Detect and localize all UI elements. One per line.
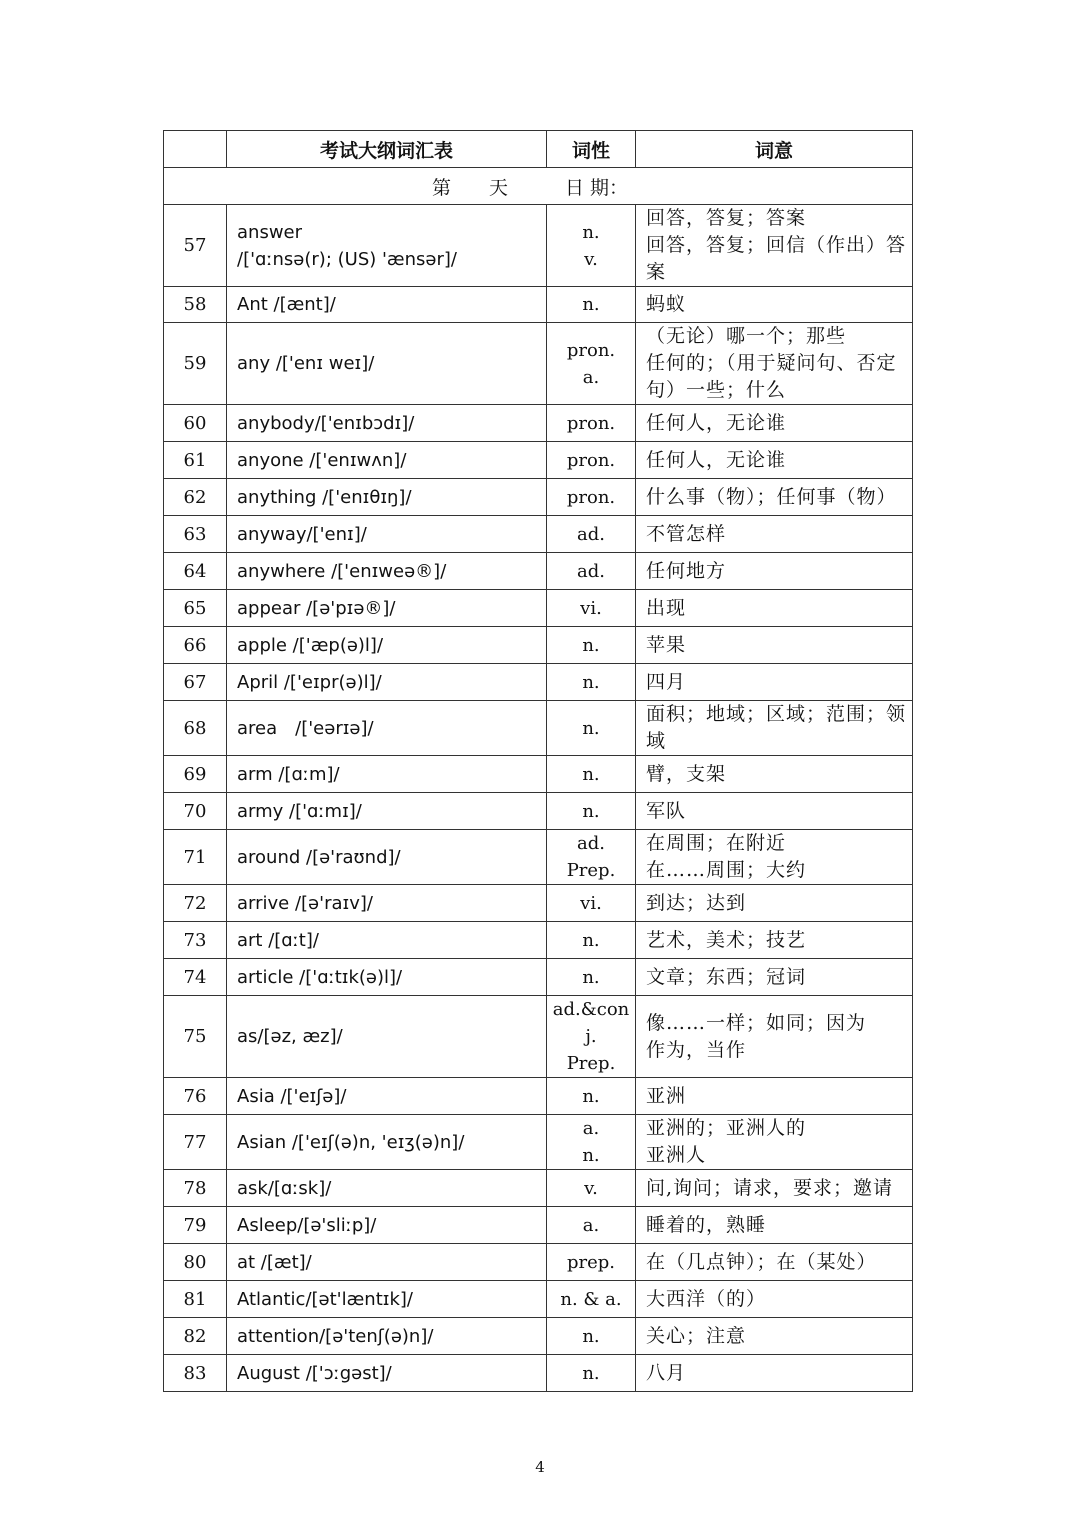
entry-meaning-cell (636, 1281, 913, 1318)
day-date-cell (164, 168, 913, 205)
entry-meaning-cell (636, 590, 913, 627)
entry-word-cell (227, 756, 547, 793)
entry-meaning-cell (636, 664, 913, 701)
entry-word: Asia /['eɪʃə]/ (237, 1085, 347, 1107)
entry-pos-cell (547, 664, 636, 701)
entry-word-cell (227, 959, 547, 996)
entry-word: article /['ɑːtɪk(ə)l]/ (237, 966, 403, 988)
entry-meaning: 在……周围；大约 (646, 859, 807, 881)
entry-part-of-speech: n. (582, 1145, 600, 1166)
entry-meaning: 问,询问；请求，要求；邀请 (646, 1176, 894, 1199)
table-row (164, 996, 913, 1078)
entry-word: April /['eɪpr(ə)l]/ (237, 671, 382, 693)
entry-number: 64 (164, 553, 227, 590)
entry-meaning: 臂，支架 (646, 762, 727, 785)
entry-word-cell (227, 1281, 547, 1318)
entry-word-cell (227, 287, 547, 323)
entry-part-of-speech: v. (584, 248, 598, 270)
entry-meaning-cell (636, 205, 913, 287)
entry-meaning: 蚂蚁 (646, 293, 687, 315)
table-row (164, 1281, 913, 1318)
entry-word-cell (227, 1170, 547, 1207)
table-row (164, 1115, 913, 1170)
table-row (164, 590, 913, 627)
entry-part-of-speech: n. & a. (560, 1288, 622, 1310)
table-row (164, 627, 913, 664)
entry-part-of-speech: Prep. (566, 1053, 616, 1074)
entry-meaning-cell (636, 323, 913, 405)
entry-pos-cell (547, 1355, 636, 1392)
entry-part-of-speech: vi. (580, 597, 602, 619)
entry-meaning-cell (636, 1355, 913, 1392)
entry-word-cell (227, 701, 547, 756)
entry-meaning: 苹果 (646, 633, 687, 656)
entry-word-cell (227, 885, 547, 922)
entry-meaning: 亚洲的；亚洲人的 (646, 1117, 807, 1139)
entry-meaning-cell (636, 553, 913, 590)
entry-word-cell (227, 323, 547, 405)
entry-word-cell (227, 516, 547, 553)
entry-number: 62 (164, 479, 227, 516)
entry-word-cell (227, 590, 547, 627)
entry-word: anything /['enɪθɪŋ]/ (237, 486, 412, 508)
table-row (164, 205, 913, 287)
entry-meaning: 不管怎样 (646, 522, 727, 545)
header-row (164, 131, 913, 168)
entry-word-cell (227, 405, 547, 442)
header-pos-cell (547, 131, 636, 168)
page-number: 4 (535, 1458, 545, 1476)
entry-meaning-cell (636, 1170, 913, 1207)
entry-word: art /[ɑːt]/ (237, 929, 319, 951)
entry-number: 82 (164, 1318, 227, 1355)
entry-word: /['ɑːnsə(r); (US) 'ænsər]/ (237, 248, 457, 270)
entry-pos-cell (547, 323, 636, 405)
entry-number: 78 (164, 1170, 227, 1207)
table-row (164, 830, 913, 885)
entry-pos-cell (547, 1281, 636, 1318)
entry-number: 65 (164, 590, 227, 627)
entry-word-cell (227, 1244, 547, 1281)
entry-pos-cell (547, 553, 636, 590)
entry-word: Ant /[ænt]/ (237, 294, 336, 315)
entry-part-of-speech: ad. (577, 523, 605, 545)
entry-word: arrive /[ə'raɪv]/ (237, 892, 373, 914)
entry-meaning: 亚洲 (646, 1084, 687, 1107)
table-row (164, 1078, 913, 1115)
entry-word-cell (227, 1115, 547, 1170)
entry-number: 79 (164, 1207, 227, 1244)
entry-meaning: 面积；地域；区域；范围；领 (646, 703, 907, 725)
entry-word: August /['ɔːgəst]/ (237, 1362, 392, 1384)
entry-pos-cell (547, 405, 636, 442)
entry-meaning-cell (636, 830, 913, 885)
entry-meaning-cell (636, 1244, 913, 1281)
entry-meaning-cell (636, 405, 913, 442)
entry-number: 73 (164, 922, 227, 959)
entry-number: 66 (164, 627, 227, 664)
entry-word-cell (227, 1318, 547, 1355)
entry-pos-cell (547, 1078, 636, 1115)
entry-meaning: 像……一样；如同；因为 (646, 1011, 867, 1034)
entry-word-cell (227, 793, 547, 830)
entry-number: 74 (164, 959, 227, 996)
table-row (164, 1244, 913, 1281)
entry-word: apple /['æp(ə)l]/ (237, 634, 384, 656)
header-number-cell (164, 131, 227, 168)
entry-word: anyway/['enɪ]/ (237, 523, 367, 545)
header-word-cell (227, 131, 547, 168)
entry-pos-cell (547, 516, 636, 553)
entry-word: Atlantic/[ət'læntɪk]/ (237, 1288, 413, 1310)
entry-number: 71 (164, 830, 227, 885)
entry-part-of-speech: n. (582, 966, 600, 988)
entry-part-of-speech: pron. (566, 412, 616, 434)
entry-part-of-speech: ad.&con (552, 999, 630, 1020)
entry-word: ask/[ɑːsk]/ (237, 1177, 332, 1199)
entry-pos-cell (547, 1170, 636, 1207)
entry-part-of-speech: n. (582, 634, 600, 656)
entry-meaning: 回答，答复；答案 (646, 207, 807, 229)
entry-word-cell (227, 922, 547, 959)
entry-word: arm /[ɑːm]/ (237, 763, 340, 785)
entry-pos-cell (547, 1318, 636, 1355)
entry-meaning-cell (636, 793, 913, 830)
entry-meaning-cell (636, 516, 913, 553)
table-row (164, 756, 913, 793)
entry-number: 68 (164, 701, 227, 756)
entry-meaning: （无论）哪一个；那些 (646, 325, 847, 347)
entry-meaning: 大西洋（的） (646, 1287, 767, 1310)
header-meaning-label: 词意 (754, 139, 793, 162)
entry-meaning-cell (636, 287, 913, 323)
entry-word: as/[əz, æz]/ (237, 1026, 343, 1047)
entry-meaning: 四月 (646, 670, 687, 693)
entry-part-of-speech: n. (582, 294, 600, 315)
entry-pos-cell (547, 756, 636, 793)
entry-word: army /['ɑːmɪ]/ (237, 800, 362, 822)
table-row (164, 479, 913, 516)
table-row (164, 287, 913, 323)
entry-meaning: 军队 (646, 799, 687, 822)
entry-meaning: 关心；注意 (646, 1324, 747, 1347)
table-row (164, 1355, 913, 1392)
entry-part-of-speech: n. (582, 221, 600, 243)
entry-meaning: 在周围；在附近 (646, 832, 787, 854)
entry-meaning: 任何人，无论谁 (646, 448, 787, 471)
entry-part-of-speech: pron. (566, 486, 616, 508)
entry-word-cell (227, 1355, 547, 1392)
entry-word-cell (227, 1078, 547, 1115)
entry-word-cell (227, 553, 547, 590)
table-row (164, 959, 913, 996)
entry-meaning: 域 (646, 730, 667, 752)
entry-meaning: 睡着的，熟睡 (646, 1213, 767, 1236)
table-row (164, 1318, 913, 1355)
entry-word-cell (227, 627, 547, 664)
table-row (164, 405, 913, 442)
entry-word: anyone /['enɪwʌn]/ (237, 449, 407, 471)
entry-pos-cell (547, 627, 636, 664)
entry-number: 76 (164, 1078, 227, 1115)
table-row (164, 553, 913, 590)
entry-word: answer (237, 221, 303, 243)
entry-meaning-cell (636, 1318, 913, 1355)
entry-part-of-speech: pron. (566, 339, 616, 361)
entry-meaning-cell (636, 627, 913, 664)
entry-word: anywhere /['enɪweə®]/ (237, 560, 447, 582)
entry-number: 80 (164, 1244, 227, 1281)
entry-part-of-speech: n. (582, 800, 600, 822)
entry-word: around /[ə'raʊnd]/ (237, 846, 401, 868)
entry-meaning: 回答，答复；回信（作出）答 (646, 234, 907, 256)
entry-number: 69 (164, 756, 227, 793)
entry-meaning: 八月 (646, 1361, 687, 1384)
table-row (164, 1170, 913, 1207)
entry-word: Asian /['eɪʃ(ə)n, 'eɪʒ(ə)n]/ (237, 1131, 465, 1153)
table-row (164, 922, 913, 959)
entry-part-of-speech: prep. (566, 1251, 616, 1273)
table-row (164, 323, 913, 405)
entry-number: 83 (164, 1355, 227, 1392)
entry-word-cell (227, 1207, 547, 1244)
entry-word-cell (227, 830, 547, 885)
entry-meaning: 任何地方 (646, 559, 727, 582)
entry-meaning: 在（几点钟）；在（某处） (646, 1250, 877, 1273)
entry-word: appear /[ə'pɪə®]/ (237, 597, 396, 619)
header-pos-label: 词性 (571, 139, 610, 162)
entry-number: 81 (164, 1281, 227, 1318)
entry-part-of-speech: n. (582, 1085, 600, 1107)
entry-meaning-cell (636, 959, 913, 996)
entry-meaning-cell (636, 701, 913, 756)
entry-pos-cell (547, 479, 636, 516)
entry-part-of-speech: vi. (580, 892, 602, 914)
entry-pos-cell (547, 830, 636, 885)
entry-meaning: 作为，当作 (646, 1038, 747, 1061)
entry-meaning: 什么事（物）；任何事（物） (646, 485, 897, 508)
entry-pos-cell (547, 590, 636, 627)
table-row (164, 664, 913, 701)
entry-part-of-speech: a. (582, 1214, 600, 1236)
vocabulary-table-body (164, 131, 913, 1392)
entry-part-of-speech: n. (582, 763, 600, 785)
table-row (164, 442, 913, 479)
entry-part-of-speech: v. (584, 1177, 598, 1199)
entry-pos-cell (547, 1207, 636, 1244)
entry-part-of-speech: a. (582, 1118, 600, 1139)
entry-word: area /['eərɪə]/ (237, 717, 374, 739)
entry-meaning-cell (636, 756, 913, 793)
entry-meaning: 任何人，无论谁 (646, 411, 787, 434)
entry-pos-cell (547, 885, 636, 922)
vocabulary-table (163, 130, 913, 1392)
entry-part-of-speech: n. (582, 1362, 600, 1384)
entry-meaning-cell (636, 1207, 913, 1244)
day-date-row (164, 168, 913, 205)
entry-part-of-speech: n. (582, 929, 600, 951)
entry-meaning-cell (636, 1115, 913, 1170)
entry-part-of-speech: ad. (577, 833, 605, 854)
entry-number: 59 (164, 323, 227, 405)
day-date-label: 第 天 日 期： (432, 176, 629, 199)
table-row (164, 885, 913, 922)
entry-pos-cell (547, 701, 636, 756)
entry-number: 67 (164, 664, 227, 701)
entry-meaning-cell (636, 442, 913, 479)
entry-number: 70 (164, 793, 227, 830)
entry-number: 72 (164, 885, 227, 922)
entry-meaning: 句）一些；什么 (646, 379, 787, 401)
entry-word-cell (227, 996, 547, 1078)
entry-part-of-speech: n. (582, 671, 600, 693)
entry-pos-cell (547, 442, 636, 479)
table-row (164, 793, 913, 830)
entry-number: 57 (164, 205, 227, 287)
entry-part-of-speech: n. (582, 717, 600, 739)
entry-word: at /[æt]/ (237, 1251, 312, 1273)
entry-pos-cell (547, 959, 636, 996)
entry-number: 63 (164, 516, 227, 553)
entry-meaning: 任何的；（用于疑问句、否定 (646, 352, 897, 374)
entry-word: anybody/['enɪbɔdɪ]/ (237, 412, 415, 434)
entry-pos-cell (547, 922, 636, 959)
entry-word-cell (227, 205, 547, 287)
entry-meaning-cell (636, 885, 913, 922)
entry-number: 60 (164, 405, 227, 442)
entry-pos-cell (547, 793, 636, 830)
entry-word: attention/[ə'tenʃ(ə)n]/ (237, 1325, 434, 1347)
entry-word-cell (227, 479, 547, 516)
entry-pos-cell (547, 287, 636, 323)
entry-part-of-speech: ad. (577, 560, 605, 582)
entry-meaning: 亚洲人 (646, 1144, 707, 1166)
entry-meaning: 文章；东西；冠词 (646, 965, 807, 988)
entry-word-cell (227, 664, 547, 701)
entry-number: 77 (164, 1115, 227, 1170)
entry-meaning: 艺术，美术；技艺 (646, 928, 807, 951)
entry-part-of-speech: a. (582, 366, 600, 388)
entry-meaning-cell (636, 1078, 913, 1115)
entry-meaning: 出现 (646, 596, 687, 619)
table-row (164, 1207, 913, 1244)
header-word-label: 考试大纲词汇表 (319, 139, 453, 162)
entry-meaning: 案 (646, 261, 667, 283)
entry-meaning-cell (636, 996, 913, 1078)
entry-part-of-speech: j. (585, 1026, 597, 1047)
entry-number: 58 (164, 287, 227, 323)
entry-word: any /['enɪ weɪ]/ (237, 353, 375, 374)
header-meaning-cell (636, 131, 913, 168)
entry-pos-cell (547, 1244, 636, 1281)
table-row (164, 516, 913, 553)
entry-part-of-speech: Prep. (566, 860, 616, 881)
entry-number: 75 (164, 996, 227, 1078)
entry-pos-cell (547, 205, 636, 287)
entry-word: Asleep/[ə'sliːp]/ (237, 1214, 377, 1236)
entry-pos-cell (547, 1115, 636, 1170)
entry-number: 61 (164, 442, 227, 479)
entry-meaning-cell (636, 479, 913, 516)
entry-part-of-speech: pron. (566, 449, 616, 471)
entry-pos-cell (547, 996, 636, 1078)
entry-meaning: 到达；达到 (646, 891, 747, 914)
entry-word-cell (227, 442, 547, 479)
table-row (164, 701, 913, 756)
entry-part-of-speech: n. (582, 1325, 600, 1347)
entry-meaning-cell (636, 922, 913, 959)
